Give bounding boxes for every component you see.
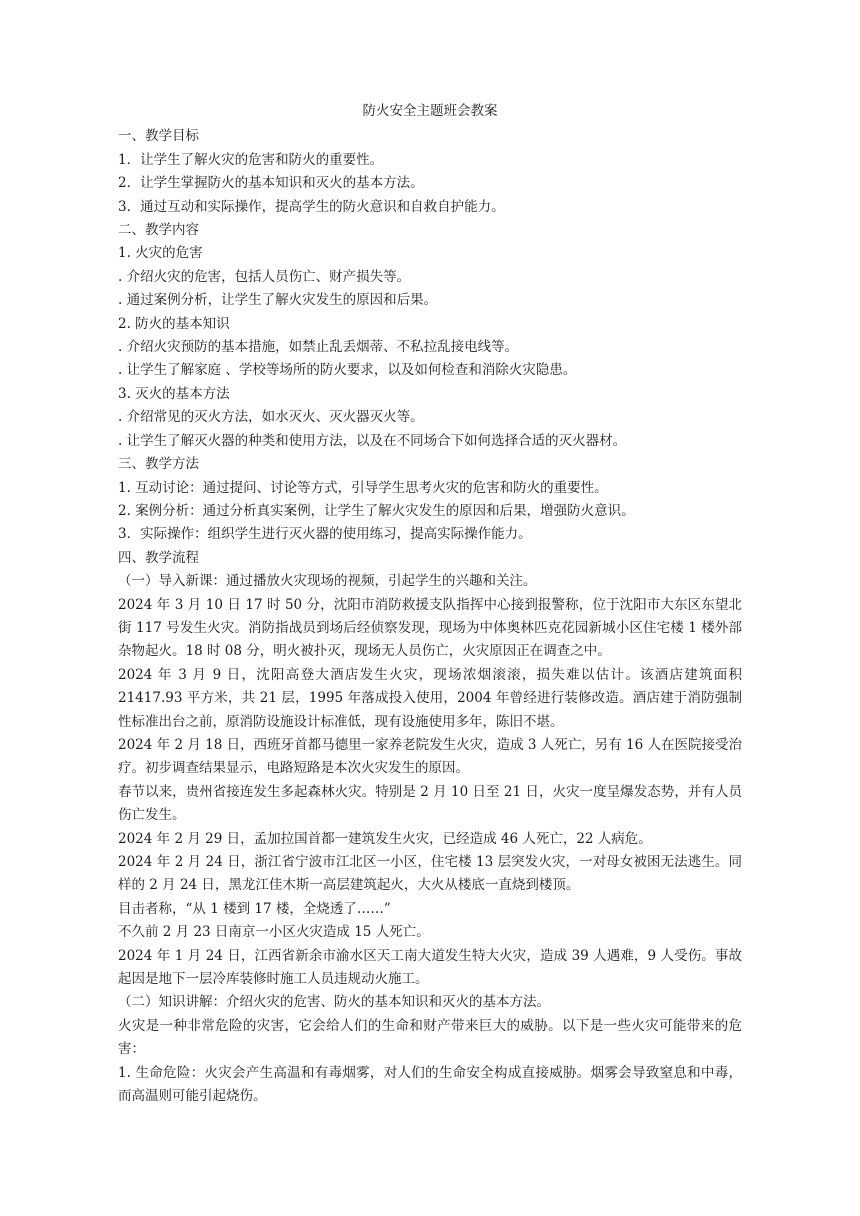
content-subheading: 2. 防火的基本知识: [118, 315, 230, 332]
content-subheading: 3. 灭火的基本方法: [118, 385, 230, 402]
content-subheading: 1. 火灾的危害: [118, 245, 203, 262]
case-paragraph: 2024 年 3 月 9 日，沈阳高登大酒店发生火灾，现场浓烟滚滚，损失难以估计。该酒店建筑面积 21417.93 平方米，共 21 层，1995 年落成投入使用，2004 年曾经进行装修改造。酒店建于消防强制性标准出台之前，原消防设施设计标准低，现有设施使用多年，陈旧不堪。: [118, 666, 742, 730]
process-step: （二）知识讲解：介绍火灾的危害、防火的基本知识和灭火的基本方法。: [118, 994, 550, 1011]
content-item: . 让学生了解灭火器的种类和使用方法，以及在不同场合下如何选择合适的灭火器材。: [118, 432, 627, 449]
body-paragraph: 1. 生命危险：火灾会产生高温和有毒烟雾，对人们的生命安全构成直接威胁。烟雾会导致窒息和中毒，而高温则可能引起烧伤。: [118, 1064, 742, 1105]
section-heading-methods: 三、教学方法: [118, 456, 199, 473]
content-item: . 让学生了解家庭 、学校等场所的防火要求，以及如何检查和消除火灾隐患。: [118, 362, 577, 379]
case-paragraph: 不久前 2 月 23 日南京一小区火灾造成 15 人死亡。: [118, 924, 430, 941]
document-title: 防火安全主题班会教案: [362, 103, 498, 119]
case-paragraph: 2024 年 3 月 10 日 17 时 50 分，沈阳市消防救援支队指挥中心接到报警称，位于沈阳市大东区东望北街 117 号发生火灾。消防指战员到场后经侦察发现，现场为中体奥林匹克花园新城小区住宅楼 1 楼外部杂物起火。18 时 08 分，明火被扑灭，现场无人员伤亡，火灾原因正在调查之中。: [118, 596, 742, 660]
method-item: 1. 互动讨论：通过提问、讨论等方式，引导学生思考火灾的危害和防火的重要性。: [118, 479, 608, 496]
process-step: （一）导入新课：通过播放火灾现场的视频，引起学生的兴趣和关注。: [118, 573, 537, 590]
case-paragraph: 春节以来，贵州省接连发生多起森林火灾。特别是 2 月 10 日至 21 日，火灾一度呈爆发态势，并有人员伤亡发生。: [118, 783, 742, 824]
section-heading-content: 二、教学内容: [118, 222, 199, 239]
section-heading-process: 四、教学流程: [118, 549, 199, 566]
content-item: . 介绍常见的灭火方法，如水灭火、灭火器灭火等。: [118, 409, 424, 426]
case-paragraph: 目击者称，“从 1 楼到 17 楼，全烧透了……”: [118, 900, 391, 917]
goal-item: 3．通过互动和实际操作，提高学生的防火意识和自救自护能力。: [118, 198, 505, 215]
body-paragraph: 火灾是一种非常危险的灾害，它会给人们的生命和财产带来巨大的威胁。以下是一些火灾可能带来的危害：: [118, 1017, 742, 1058]
case-paragraph: 2024 年 2 月 24 日，浙江省宁波市江北区一小区，住宅楼 13 层突发火灾，一对母女被困无法逃生。同样的 2 月 24 日，黑龙江佳木斯一高层建筑起火，大火从楼底一直烧到楼顶。: [118, 854, 742, 894]
content-item: . 通过案例分析，让学生了解火灾发生的原因和后果。: [118, 292, 438, 309]
method-item: 3．实际操作：组织学生进行灭火器的使用练习，提高实际操作能力。: [118, 526, 532, 543]
goal-item: 2．让学生掌握防火的基本知识和灭火的基本方法。: [118, 175, 424, 192]
content-item: . 介绍火灾的危害，包括人员伤亡、财产损失等。: [118, 268, 411, 285]
case-paragraph: 2024 年 1 月 24 日，江西省新余市渝水区天工南大道发生特大火灾，造成 39 人遇难，9 人受伤。事故起因是地下一层冷库装修时施工人员违规动火施工。: [118, 947, 742, 988]
goal-item: 1．让学生了解火灾的危害和防火的重要性。: [118, 151, 384, 168]
section-heading-goals: 一、教学目标: [118, 128, 199, 145]
content-item: . 介绍火灾预防的基本措施，如禁止乱丢烟蒂、不私拉乱接电线等。: [118, 339, 519, 356]
method-item: 2. 案例分析：通过分析真实案例，让学生了解火灾发生的原因和后果，增强防火意识。: [118, 502, 635, 519]
case-paragraph: 2024 年 2 月 29 日，孟加拉国首都一建筑发生火灾，已经造成 46 人死亡，22 人病危。: [118, 830, 652, 847]
document-body: [118, 100, 742, 1108]
case-paragraph: 2024 年 2 月 18 日，西班牙首都马德里一家养老院发生火灾，造成 3 人死亡，另有 16 人在医院接受治疗。初步调查结果显示，电路短路是本次火灾发生的原因。: [118, 736, 743, 777]
